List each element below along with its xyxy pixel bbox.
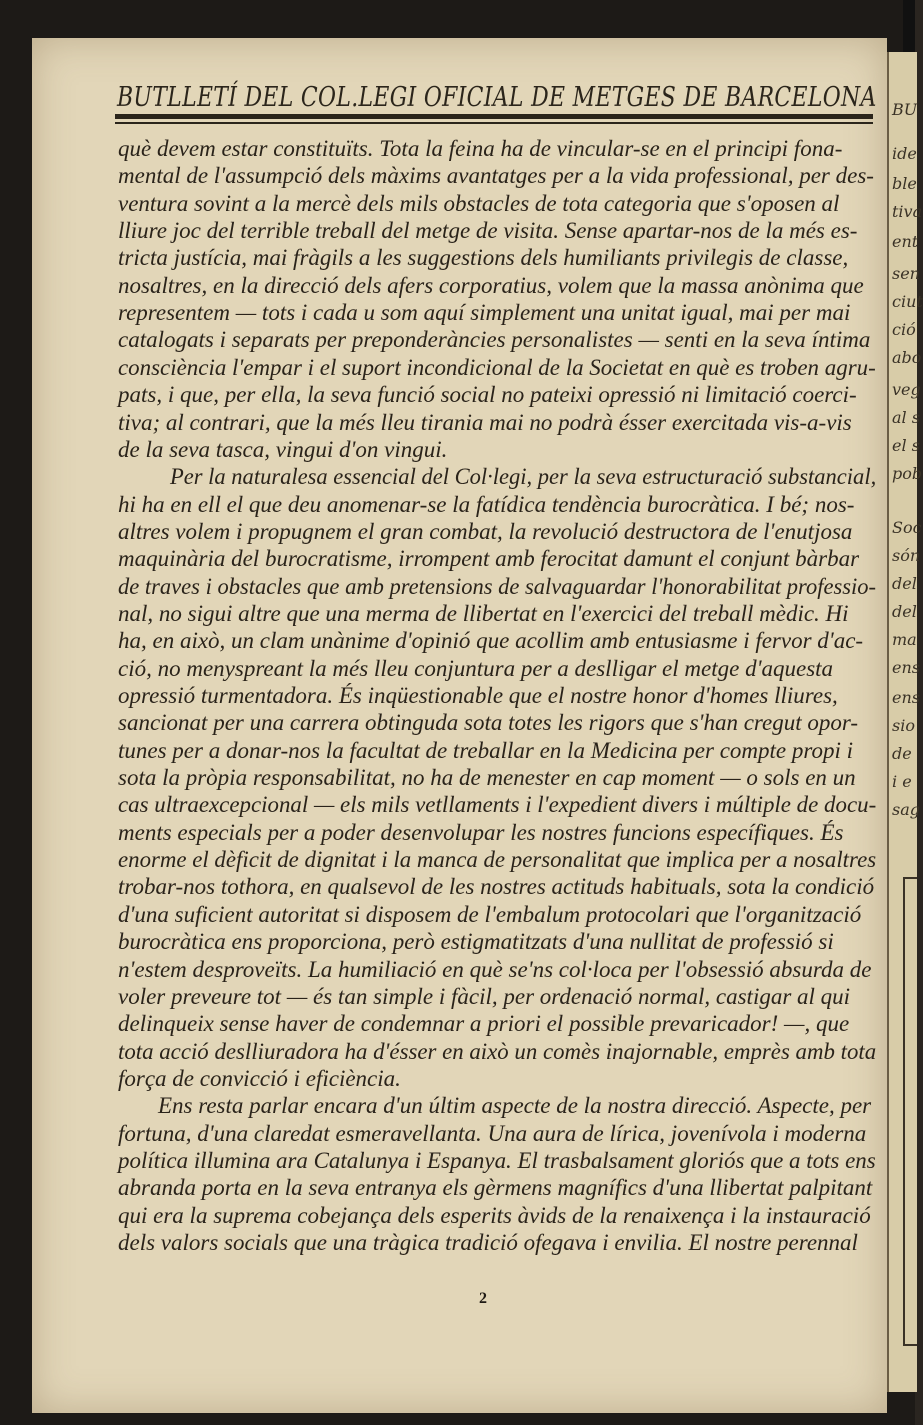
adjacent-page-fragment: del: [892, 574, 917, 593]
text-line: trobar-nos tothora, en qualsevol de les nostres actituds habituals, sota la condició: [118, 874, 875, 900]
text-line: Per la naturalesa essencial del Col·legi, per la seva estructuració substancial,: [170, 464, 877, 490]
text-line: tunes per a donar-nos la facultat de treballar en la Medicina per compte propi i: [118, 737, 854, 763]
text-line: voler preveure tot — és tan simple i fàcil, per ordenació normal, castigar al qui: [118, 983, 851, 1009]
adjacent-page-fragment: ens: [892, 658, 920, 677]
text-line: Ens resta parlar encara d'un últim aspecte de la nostra direcció. Aspecte, per: [158, 1093, 872, 1119]
text-line: opressió turmentadora. És inqüestionable que el nostre honor d'homes lliures,: [118, 683, 838, 708]
text-line: delinqueix sense haver de condemnar a priori el possible prevaricador! —, que: [118, 1011, 850, 1037]
adjacent-page-fragment: ble: [892, 174, 917, 193]
adjacent-page-fragment: són: [892, 546, 921, 565]
header-rule-thick: [115, 114, 873, 119]
text-line: sancionat per una carrera obtinguda sota totes les rigors que s'han cregut opor-: [118, 710, 858, 736]
text-line: política illumina ara Catalunya i Espanya. El trasbalsament gloriós que a tots ens: [118, 1147, 876, 1173]
adjacent-page-fragment: abo: [892, 348, 922, 367]
text-line: fortuna, d'una claredat esmeravellanta. Una aura de lírica, jovenívola i moderna: [118, 1120, 867, 1146]
adjacent-page-frame: [903, 877, 917, 1346]
text-line: pats, i que, per ella, la seva funció social no pateixi opressió ni limitació coerci-: [118, 382, 857, 408]
text-line: de traves i obstacles que amb pretensions de salvaguardar l'honorabilitat professio-: [118, 573, 877, 599]
text-line: ments especials per a poder desenvolupar les nostres funcions específiques. És: [118, 819, 844, 845]
scan-edge: [903, 0, 915, 60]
adjacent-page-fragment: de: [892, 744, 912, 763]
adjacent-page-fragment: sag: [892, 800, 920, 819]
text-line: enorme el dèficit de dignitat i la manca de personalitat que implica per a nosaltres: [118, 847, 877, 873]
text-line: què devem estar constituïts. Tota la feina ha de vincular-se en el principi fona-: [118, 136, 843, 161]
text-line: cas ultraexcepcional — els mils vetllaments i l'expedient divers i múltiple de docu-: [118, 792, 877, 818]
page-header: BUTLLETÍ DEL COL.LEGI OFICIAL DE METGES DE BARCELONA: [117, 82, 877, 113]
adjacent-page-fragment: ide: [892, 144, 917, 163]
adjacent-page-fragment: ent: [892, 232, 919, 251]
text-line: abranda porta en la seva entranya els gèrmens magnífics d'una llibertat palpitant: [118, 1175, 873, 1201]
text-line: catalogats i separats per preponderàncies personalistes — senti en la seva íntima: [118, 327, 871, 353]
text-line: força de convicció i eficiència.: [118, 1065, 401, 1091]
adjacent-page-fragment: ma: [892, 630, 917, 649]
text-line: tiva; al contrari, que la més lleu tirania mai no podrà ésser exercitada vis-a-vis: [118, 409, 852, 435]
text-line: tricta justícia, mai fràgils a les suggestions dels humiliants privilegis de classe,: [118, 245, 849, 271]
text-line: representem — tots i cada u som aquí simplement una unitat igual, mai per mai: [118, 300, 851, 326]
adjacent-page-fragment: ens: [892, 688, 920, 707]
text-line: ha, en això, un clam unànime d'opinió que acollim amb entusiasme i fervor d'ac-: [118, 628, 864, 654]
text-line: tota acció deslliuradora ha d'ésser en això un comès inajornable, emprès amb tota: [118, 1038, 877, 1064]
text-line: ció, no menyspreant la més lleu conjuntura per a deslligar el metge d'aquesta: [118, 655, 834, 681]
text-line: dels valors socials que una tràgica tradició ofegava i envilia. El nostre perennal: [118, 1230, 858, 1255]
text-line: consciència l'empar i el suport incondicional de la Societat en què es troben agru-: [118, 354, 876, 380]
adjacent-page-fragment: tiva: [892, 202, 923, 221]
text-line: n'estem desproveïts. La humiliació en què se'ns col·loca per l'obsessió absurda de: [118, 956, 872, 982]
adjacent-page-fragment: al s: [892, 408, 920, 427]
adjacent-page-fragment: BU: [892, 100, 918, 119]
text-line: hi ha en ell el que deu anomenar-se la fatídica tendència burocràtica. I bé; nos-: [118, 491, 855, 517]
text-line: burocràtica ens proporciona, però estigmatitzats d'una nullitat de professió si: [118, 929, 834, 955]
text-line: de la seva tasca, vingui d'on vingui.: [118, 436, 448, 462]
text-line: d'una suficient autoritat si disposem de l'embalum protocolari que l'organització: [118, 901, 862, 927]
page-number: 2: [479, 1290, 487, 1307]
adjacent-page-fragment: el s: [892, 436, 920, 455]
adjacent-page-fragment: del: [892, 602, 917, 621]
adjacent-page-fragment: sen: [892, 264, 920, 283]
text-line: altres volem i propugnem el gran combat, la revolució destructora de l'enutjosa: [118, 518, 853, 544]
adjacent-page-fragment: i e: [892, 772, 912, 791]
adjacent-page-fragment: Soc: [892, 518, 922, 537]
adjacent-page-fragment: ciut: [892, 292, 923, 311]
text-line: nosaltres, en la direcció dels afers corporatius, volem que la massa anònima que: [118, 272, 864, 298]
adjacent-page-fragment: pob: [892, 464, 923, 483]
text-line: sota la pròpia responsabilitat, no ha de menester en cap moment — o sols en un: [118, 765, 856, 791]
adjacent-page-fragment: sio: [892, 716, 915, 735]
text-line: nal, no sigui altre que una merma de llibertat en l'exercici del treball mèdic. Hi: [118, 600, 849, 626]
text-line: mental de l'assumpció dels màxims avantatges per a la vida professional, per des-: [118, 163, 874, 189]
adjacent-page-fragment: ció: [892, 320, 916, 339]
text-line: ventura sovint a la mercè dels mils obstacles de tota categoria que s'oposen al: [118, 190, 840, 216]
text-line: maquinària del burocratisme, irrompent amb ferocitat damunt el conjunt bàrbar: [118, 546, 860, 572]
text-line: lliure joc del terrible treball del metge de visita. Sense apartar-nos de la més es-: [118, 218, 858, 244]
header-rule-thin: [115, 122, 873, 124]
adjacent-page-fragment: veg: [892, 380, 921, 399]
text-line: qui era la suprema cobejança dels esperits àvids de la renaixença i la instauració: [118, 1202, 871, 1228]
